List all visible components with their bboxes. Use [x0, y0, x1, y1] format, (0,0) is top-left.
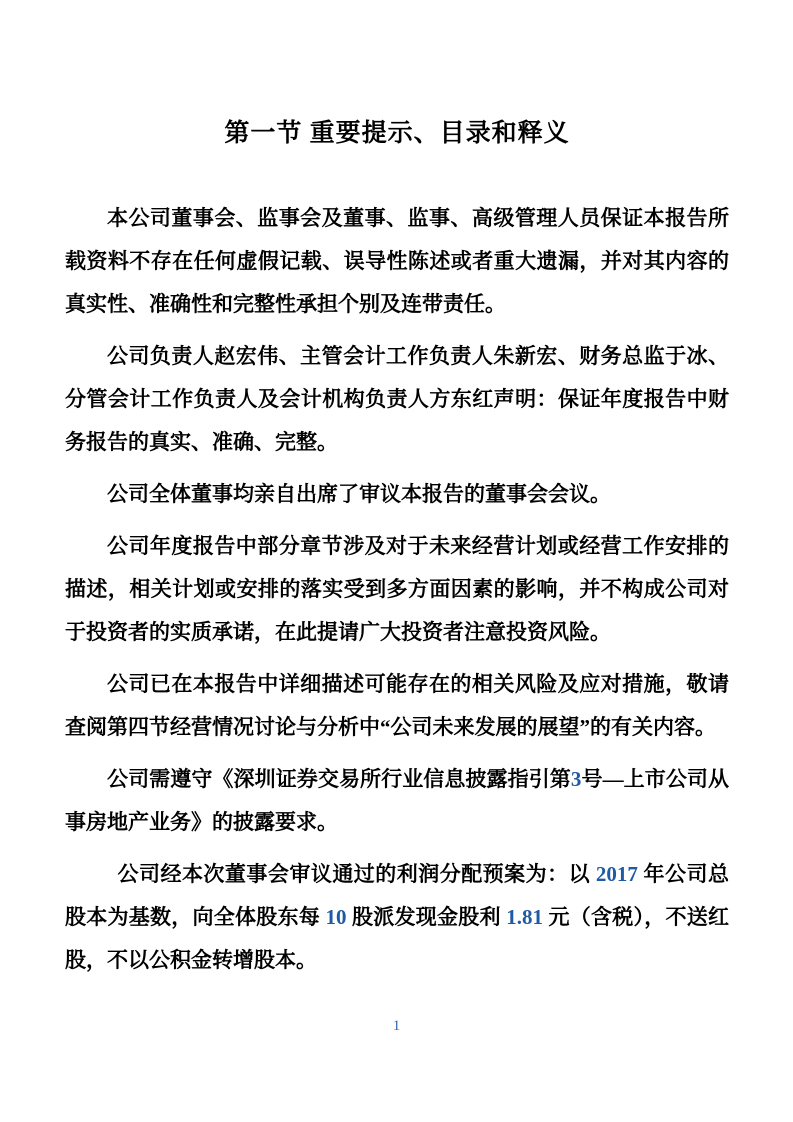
paragraph-risk-reference — [65, 663, 729, 749]
paragraph-text: 号—上市公司从事房地产业务》的披露要求。 — [65, 766, 730, 834]
paragraph-board-guarantee — [65, 197, 729, 326]
paragraph-text: 公司负责人赵宏伟、主管会计工作负责人朱新宏、财务总监于冰、分管会计工作负责人及会计机构负责人方东红声明：保证年度报告中财务报告的真实、准确、完整。 — [65, 343, 729, 454]
section-title: 第一节 重要提示、目录和释义 — [224, 120, 570, 147]
paragraph-text: 年公司总股本为基数，向全体股东每 — [65, 861, 730, 929]
paragraph-forward-looking-risk — [65, 525, 729, 654]
paragraph-directors-attendance — [65, 473, 729, 516]
paragraph-text: 元（含税），不送红股，不以公积金转增股本。 — [65, 904, 729, 972]
page-number: 1 — [392, 1018, 401, 1034]
paragraph-management-statement — [65, 335, 729, 464]
dividend-value: 1.81 — [506, 904, 543, 929]
paragraph-text: 本公司董事会、监事会及董事、监事、高级管理人员保证本报告所载资料不存在任何虚假记载、误导性陈述或者重大遗漏，并对其内容的真实性、准确性和完整性承担个别及连带责任。 — [65, 205, 729, 316]
paragraph-text: 股派发现金股利 — [346, 904, 507, 929]
paragraph-text: 公司已在本报告中详细描述可能存在的相关风险及应对措施，敬请查阅第四节经营情况讨论与分析中“公司未来发展的展望”的有关内容。 — [65, 671, 729, 739]
paragraph-profit-distribution — [65, 853, 729, 982]
paragraph-text: 公司年度报告中部分章节涉及对于未来经营计划或经营工作安排的描述，相关计划或安排的落实受到多方面因素的影响，并不构成公司对于投资者的实质承诺，在此提请广大投资者注意投资风险。 — [65, 533, 729, 644]
guideline-number: 3 — [570, 766, 582, 791]
paragraph-text: 公司全体董事均亲自出席了审议本报告的董事会会议。 — [107, 481, 611, 506]
shares-per-unit-value: 10 — [325, 904, 347, 929]
paragraph-text: 公司经本次董事会审议通过的利润分配预案为：以 — [117, 861, 596, 886]
year-value: 2017 — [595, 861, 638, 886]
paragraph-text: 公司需遵守《深圳证券交易所行业信息披露指引第 — [107, 766, 571, 791]
paragraph-disclosure-guideline — [65, 758, 729, 844]
